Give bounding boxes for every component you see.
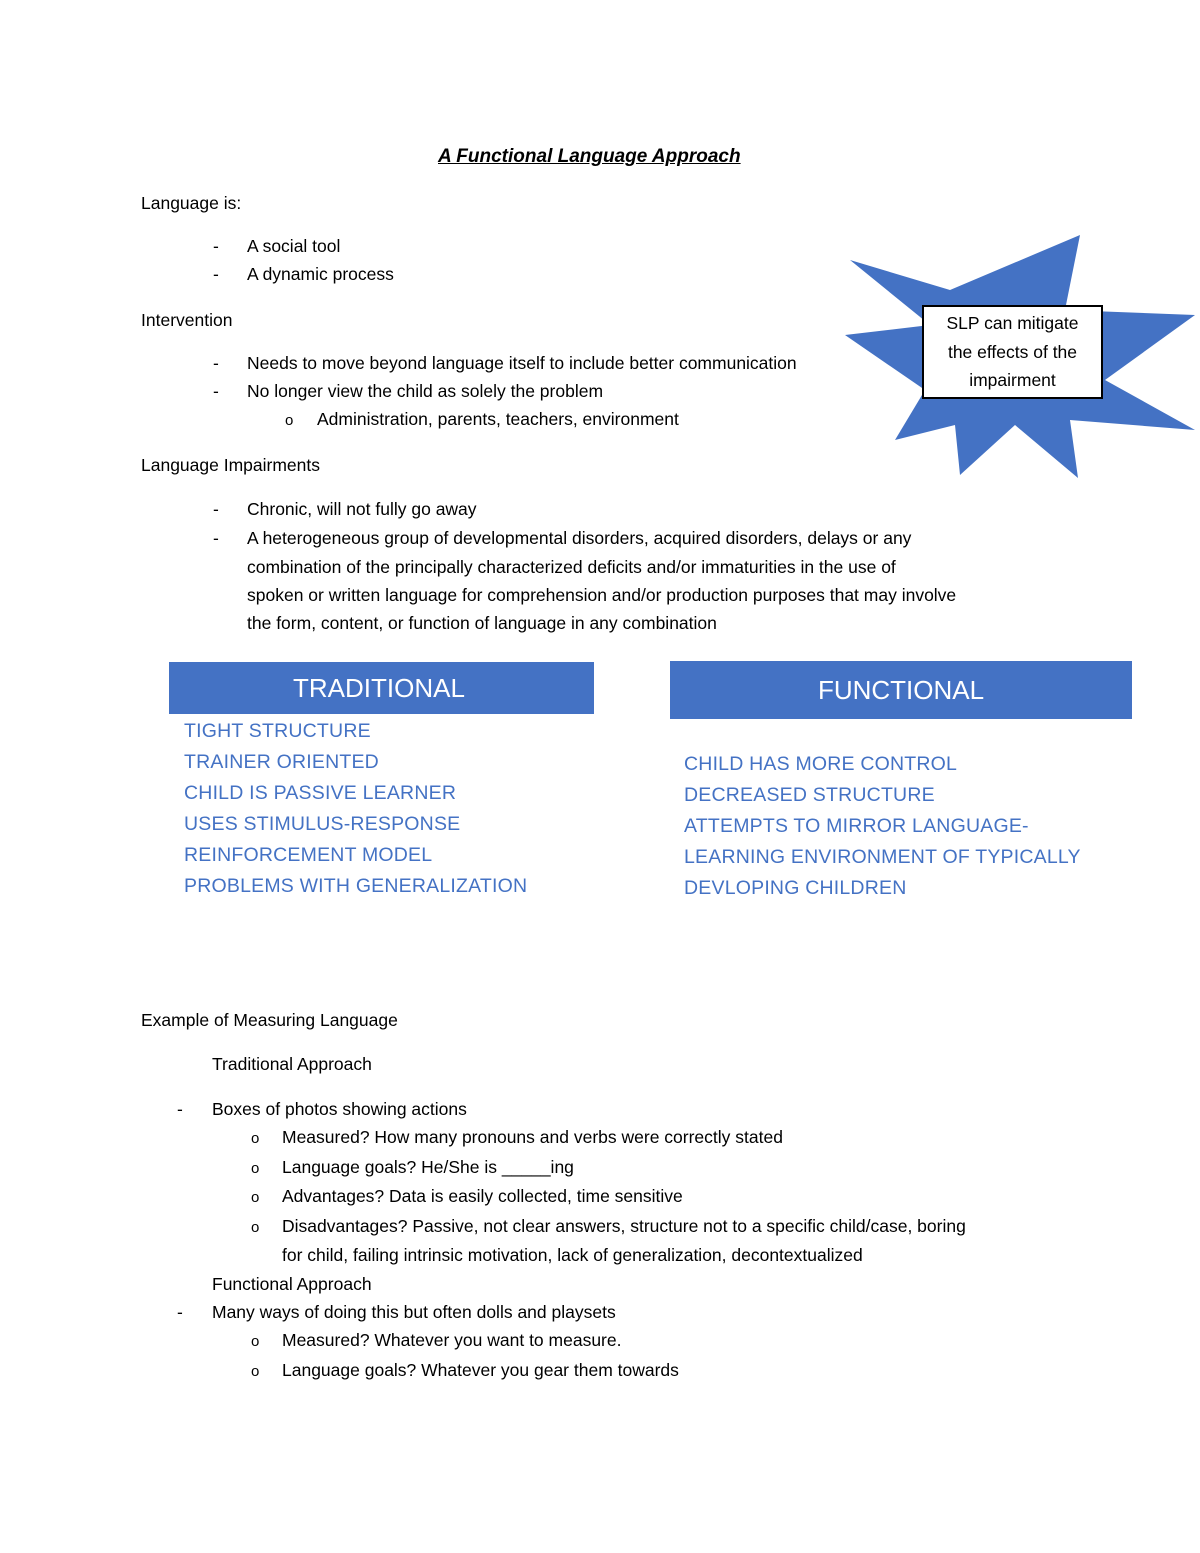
page-title: A Functional Language Approach	[438, 146, 741, 167]
sub-list-item-continuation: for child, failing intrinsic motivation, lack of generalization, decontextualized	[282, 1245, 863, 1265]
dash-bullet: -	[213, 236, 219, 256]
sub-list-item: Administration, parents, teachers, environment	[317, 409, 679, 429]
circle-bullet: o	[251, 1189, 260, 1206]
traditional-line: TIGHT STRUCTURE	[184, 720, 371, 742]
functional-line: ATTEMPTS TO MIRROR LANGUAGE-	[684, 815, 1029, 837]
traditional-line: USES STIMULUS-RESPONSE	[184, 813, 461, 835]
callout-line: impairment	[969, 370, 1056, 391]
circle-bullet: o	[285, 412, 294, 429]
dash-bullet: -	[213, 381, 219, 401]
circle-bullet: o	[251, 1160, 260, 1177]
functional-approach-heading: Functional Approach	[212, 1274, 372, 1294]
callout-box	[922, 305, 1103, 399]
sub-list-item: Advantages? Data is easily collected, time sensitive	[282, 1186, 683, 1206]
traditional-line: REINFORCEMENT MODEL	[184, 844, 433, 866]
circle-bullet: o	[251, 1333, 260, 1350]
list-item: Many ways of doing this but often dolls and playsets	[212, 1302, 616, 1322]
language-is-heading: Language is:	[141, 193, 242, 213]
traditional-approach-heading: Traditional Approach	[212, 1054, 372, 1074]
dash-bullet: -	[213, 528, 219, 548]
circle-bullet: o	[251, 1363, 260, 1380]
functional-line: DEVLOPING CHILDREN	[684, 877, 907, 899]
sub-list-item: Language goals? He/She is _____ing	[282, 1157, 574, 1177]
traditional-line: TRAINER ORIENTED	[184, 751, 379, 773]
functional-banner: FUNCTIONAL	[670, 661, 1132, 719]
intervention-heading: Intervention	[141, 310, 233, 330]
list-item: Needs to move beyond language itself to include better communication	[247, 353, 797, 373]
functional-line: LEARNING ENVIRONMENT OF TYPICALLY	[684, 846, 1081, 868]
list-item: Boxes of photos showing actions	[212, 1099, 467, 1119]
list-item: A heterogeneous group of developmental disorders, acquired disorders, delays or any	[247, 528, 912, 548]
traditional-line: PROBLEMS WITH GENERALIZATION	[184, 875, 528, 897]
list-item: A social tool	[247, 236, 341, 256]
functional-line: DECREASED STRUCTURE	[684, 784, 935, 806]
dash-bullet: -	[213, 353, 219, 373]
measuring-heading: Example of Measuring Language	[141, 1010, 398, 1030]
dash-bullet: -	[177, 1099, 183, 1119]
sub-list-item: Measured? How many pronouns and verbs were correctly stated	[282, 1127, 783, 1147]
traditional-line: CHILD IS PASSIVE LEARNER	[184, 782, 457, 804]
dash-bullet: -	[213, 264, 219, 284]
callout-line: the effects of the	[947, 341, 1078, 362]
list-item: Chronic, will not fully go away	[247, 499, 477, 519]
list-item: No longer view the child as solely the problem	[247, 381, 604, 401]
callout-line: SLP can mitigate	[946, 313, 1079, 334]
impairments-heading: Language Impairments	[141, 455, 320, 475]
list-item-continuation: the form, content, or function of language in any combination	[247, 613, 717, 633]
sub-list-item: Disadvantages? Passive, not clear answers, structure not to a specific child/case, boring	[282, 1216, 966, 1236]
list-item: A dynamic process	[247, 264, 394, 284]
dash-bullet: -	[213, 499, 219, 519]
sub-list-item: Measured? Whatever you want to measure.	[282, 1330, 622, 1350]
list-item-continuation: spoken or written language for comprehension and/or production purposes that may involve	[247, 585, 957, 605]
list-item-continuation: combination of the principally characterized deficits and/or immaturities in the use of	[247, 557, 896, 577]
sub-list-item: Language goals? Whatever you gear them towards	[282, 1360, 679, 1380]
dash-bullet: -	[177, 1302, 183, 1322]
traditional-banner: TRADITIONAL	[169, 662, 594, 714]
circle-bullet: o	[251, 1130, 260, 1147]
circle-bullet: o	[251, 1219, 260, 1236]
functional-line: CHILD HAS MORE CONTROL	[684, 753, 958, 775]
